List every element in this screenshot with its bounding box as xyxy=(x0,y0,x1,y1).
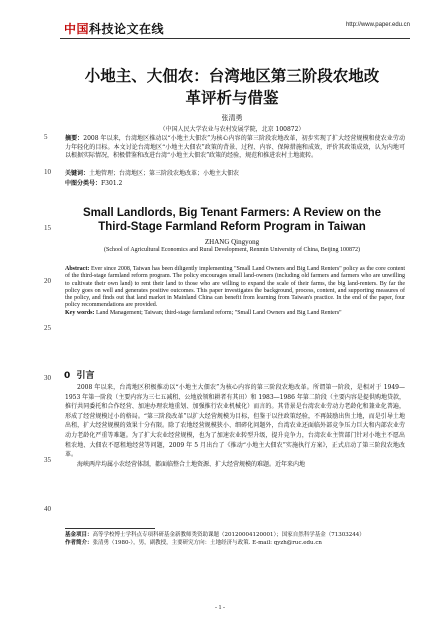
abstract-cn-text: 2008 年以来，台湾地区推动以“小地主大佃农”为核心内容的第三阶段农地改革，初步实现了扩大经营规模和使农业劳动力年轻化的目标。本文讨论台湾地区“小地主大佃农”政策的背景、过程、内容、保障措施和成效，评价其政策成效，认为内地可以根据实际情况，积极借鉴和改进台湾“小地主大佃农”政策的经验，规范和推进农村土地流转。 xyxy=(65,135,405,160)
page-number: - 1 - xyxy=(215,605,225,611)
keywords-en xyxy=(65,310,405,317)
abstract-en-label: Abstract: xyxy=(65,266,90,272)
site-url[interactable]: http://www.paper.edu.cn xyxy=(345,22,410,28)
footnote-rule xyxy=(65,528,155,529)
footnote xyxy=(65,532,405,547)
line-number: 40 xyxy=(44,505,51,513)
abstract-en-body xyxy=(65,266,405,310)
footnote-author xyxy=(65,540,405,548)
keywords-en-label: Key words: xyxy=(65,309,95,316)
clc-cn-label: 中图分类号： xyxy=(65,180,102,187)
affiliation-en: (School of Agricultural Economics and Rural Development, Renmin University of China, Beijing 100872) xyxy=(104,247,360,253)
author-cn: 张清勇 xyxy=(221,114,243,122)
author-en: ZHANG Qingyong xyxy=(204,238,260,246)
abstract-cn xyxy=(65,135,405,161)
line-number: 15 xyxy=(44,224,51,232)
footnote-author-text: 张清勇（1980-），男，副教授，主要研究方向：土地经济与政策. E-mail: qyzh@ruc.edu.cn xyxy=(92,539,322,546)
keywords-cn-label: 关键词： xyxy=(65,170,90,177)
keywords-en-text: Land Management; Taiwan; third-stage farmland reform; "Small Land Owners and Big Land Renters" xyxy=(96,309,342,316)
clc-cn xyxy=(65,180,405,189)
logo-red-text: 中国 xyxy=(64,22,90,36)
body-text xyxy=(65,383,405,469)
line-number: 5 xyxy=(44,133,48,141)
site-logo[interactable] xyxy=(64,20,164,37)
footnote-author-label: 作者简介： xyxy=(65,539,93,546)
title-en-line-1: Small Landlords, Big Tenant Farmers: A Review on the xyxy=(83,207,381,219)
paper-title-en xyxy=(62,206,402,234)
abstract-en-text: Ever since 2008, Taiwan has been diligently implementing "Small Land Owners and Big Land Renters" policy as the core content of the third-stage farmland reform program. The policy encourages small land-owners (including old farmers and farmers who are unwilling to cultivate their own land) to rent their land to those who are willing to expand the scale of their farms, the big land-renters. By far the policy goes on well and generates positive outcomes. This paper investigates the background, process, content, and supporting measures of the policy, and finds out that land market in Mainland China can benefit from learning from Taiwan's practice. In the end of the paper, four policy recommendations are provided. xyxy=(65,266,406,309)
section-number: 0 xyxy=(64,371,71,381)
line-number: 30 xyxy=(44,374,51,382)
section-title: 引言 xyxy=(76,371,95,381)
line-number: 25 xyxy=(44,324,51,332)
logo-black-text: 科技论文在线 xyxy=(89,22,165,36)
paper-title-cn xyxy=(62,65,402,109)
keywords-cn xyxy=(65,170,405,179)
line-number: 20 xyxy=(44,277,51,285)
footnote-fund xyxy=(65,532,405,540)
abstract-cn-label: 摘要： xyxy=(65,135,84,142)
title-cn-line-1: 小地主、大佃农：台湾地区第三阶段农地改 xyxy=(84,67,380,85)
section-heading xyxy=(64,368,95,381)
body-paragraph: 海峡两岸均属小农经营体制，都面临整合土地资源、扩大经营规模的难题。近年来内地 xyxy=(77,460,306,468)
title-cn-line-2: 革评析与借鉴 xyxy=(185,89,279,107)
body-paragraph: 2008 年以来，台湾地区积极推动以“小地主大佃农”为核心内容的第三阶段农地改革。所谓第一阶段，是相对于 1949—1953 年第一阶段（主要内容为三七五减租、公地放领和耕者有其田）和 1983—1986 年第二阶段（主要内容是提供购地贷款，推行共同委托和合作经营、加速办理农地重划、加强推行农业机械化）而言的。其背景是台湾农业劳动力老龄化和兼业化普遍，形成了经营规模过小的格局。“第三阶段改革”以扩大经营规模为目标，但鉴于以往政策经验，不再鼓励出售土地，而是引导土地出租，扩大经营规模的效果十分有限。除了农地经营规模狭小、细碎化问题外，台湾农业还面临外部竞争压力巨大和内部农业劳动力老龄化严重等难题。为了扩大农业经营规模，也为了加速农业转型升级，提升竞争力，台湾农业主管部门针对小地主不愿出租农地、大佃农不愿租地经营等问题，2009 年 5 月出台了《推动“小地主大佃农”实施执行方案》，正式启动了第三阶段农地改革。 xyxy=(65,384,405,459)
clc-cn-text: F301.2 xyxy=(101,180,123,187)
line-number: 10 xyxy=(44,168,51,176)
line-number: 35 xyxy=(44,456,51,464)
keywords-cn-text: 土地管理；台湾地区；第三阶段农地改革；小地主大佃农 xyxy=(89,170,240,177)
footnote-fund-text: 高等学校博士学科点专项科研基金新教师类资助课题（20120004120001）；国家自然科学基金（71303244） xyxy=(92,532,365,538)
page-header xyxy=(60,8,410,39)
footnote-fund-label: 基金项目： xyxy=(65,532,93,538)
title-en-line-2: Third-Stage Farmland Reform Program in Taiwan xyxy=(98,221,366,233)
affiliation-cn: （中国人民大学农业与农村发展学院，北京 100872） xyxy=(159,126,305,133)
abstract-en xyxy=(65,266,405,317)
